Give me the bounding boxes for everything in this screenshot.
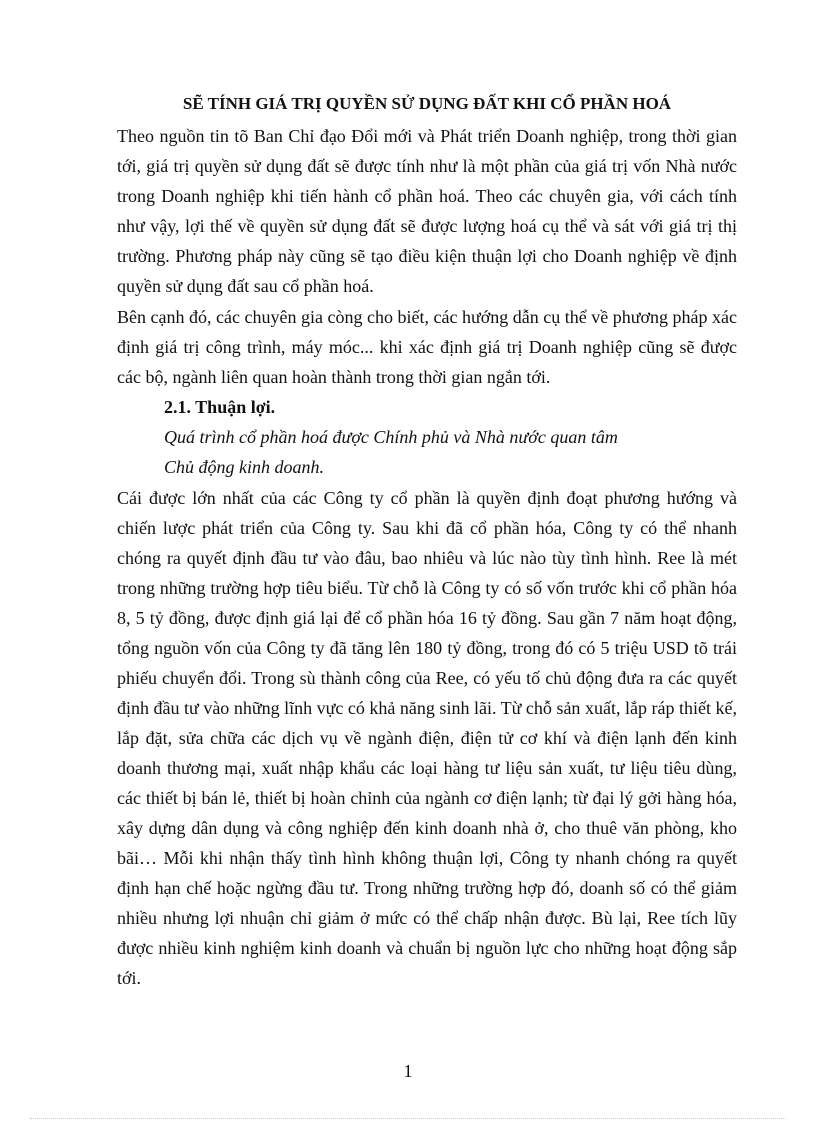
italic-line-business: Chủ động kinh doanh. <box>164 457 324 477</box>
italic-line-government: Quá trình cổ phần hoá được Chính phủ và Nhà nước quan tâm <box>164 427 618 447</box>
paragraph-ree-case: Cái được lớn nhất của các Công ty cổ phần là quyền định đoạt phương hướng và chiến lược phát triển của Công ty. Sau khi đã cổ phần hóa, Công ty có thể nhanh chóng ra quyết định đầu tư vào đâu, bao nhiêu và lúc nào tùy tình hình. Ree là mét trong những trường hợp tiêu biểu. Từ chỗ là Công ty có số vốn trước khi cổ phần hóa 8, 5 tỷ đồng, được định giá lại để cổ phần hóa 16 tỷ đồng. Sau gần 7 năm hoạt động, tổng nguồn vốn của Công ty đã tăng lên 180 tỷ đồng, trong đó có 5 triệu USD tõ trái phiếu chuyển đổi. Trong sù thành công của Ree, có yếu tố chủ động đưa ra các quyết định đầu tư vào những lĩnh vực có khả năng sinh lãi. Từ chỗ sản xuất, lắp ráp thiết kế, lắp đặt, sửa chữa các dịch vụ về ngành điện, điện tử cơ khí và điện lạnh đến kinh doanh thương mại, xuất nhập khẩu các loại hàng tư liệu sản xuất, tư liệu tiêu dùng, các thiết bị bán lẻ, thiết bị hoàn chỉnh của ngành cơ điện lạnh; từ đại lý gởi hàng hóa, xây dựng dân dụng và công nghiệp đến kinh doanh nhà ở, cho thuê văn phòng, kho bãi… Mỗi khi nhận thấy tình hình không thuận lợi, Công ty nhanh chóng ra quyết định hạn chế hoặc ngừng đầu tư. Trong những trường hợp đó, doanh số có thể giảm nhiều nhưng lợi nhuận chỉ giảm ở mức có thể chấp nhận được. Bù lại, Ree tích lũy được nhiều kinh nghiệm kinh doanh và chuẩn bị nguồn lực cho những hoạt động sắp tới. <box>117 488 737 988</box>
paragraph-experts: Bên cạnh đó, các chuyên gia còng cho biết, các hướng dẫn cụ thể về phương pháp xác định giá trị công trình, máy móc... khi xác định giá trị Doanh nghiệp cũng sẽ được các bộ, ngành liên quan hoàn thành trong thời gian ngắn tới. <box>117 307 737 387</box>
page-number: 1 <box>403 1061 413 1081</box>
paragraph-intro: Theo nguồn tin tõ Ban Chỉ đạo Đổi mới và Phát triển Doanh nghiệp, trong thời gian tới, giá trị quyền sử dụng đất sẽ được tính như là một phần của giá trị vốn Nhà nước trong Doanh nghiệp khi tiến hành cổ phần hoá. Theo các chuyên gia, với cách tính như vậy, lợi thế về quyền sử dụng đất sẽ được lượng hoá cụ thể và sát với giá trị thị trường. Phương pháp này cũng sẽ tạo điều kiện thuận lợi cho Doanh nghiệp về định quyền sử dụng đất sau cổ phần hoá. <box>117 126 737 296</box>
document-title: SẼ TÍNH GIÁ TRỊ QUYỀN SỬ DỤNG ĐẤT KHI CỔ PHẦN HOÁ <box>182 94 672 113</box>
footer-divider <box>30 1118 786 1119</box>
section-heading: 2.1. Thuận lợi. <box>164 397 276 417</box>
